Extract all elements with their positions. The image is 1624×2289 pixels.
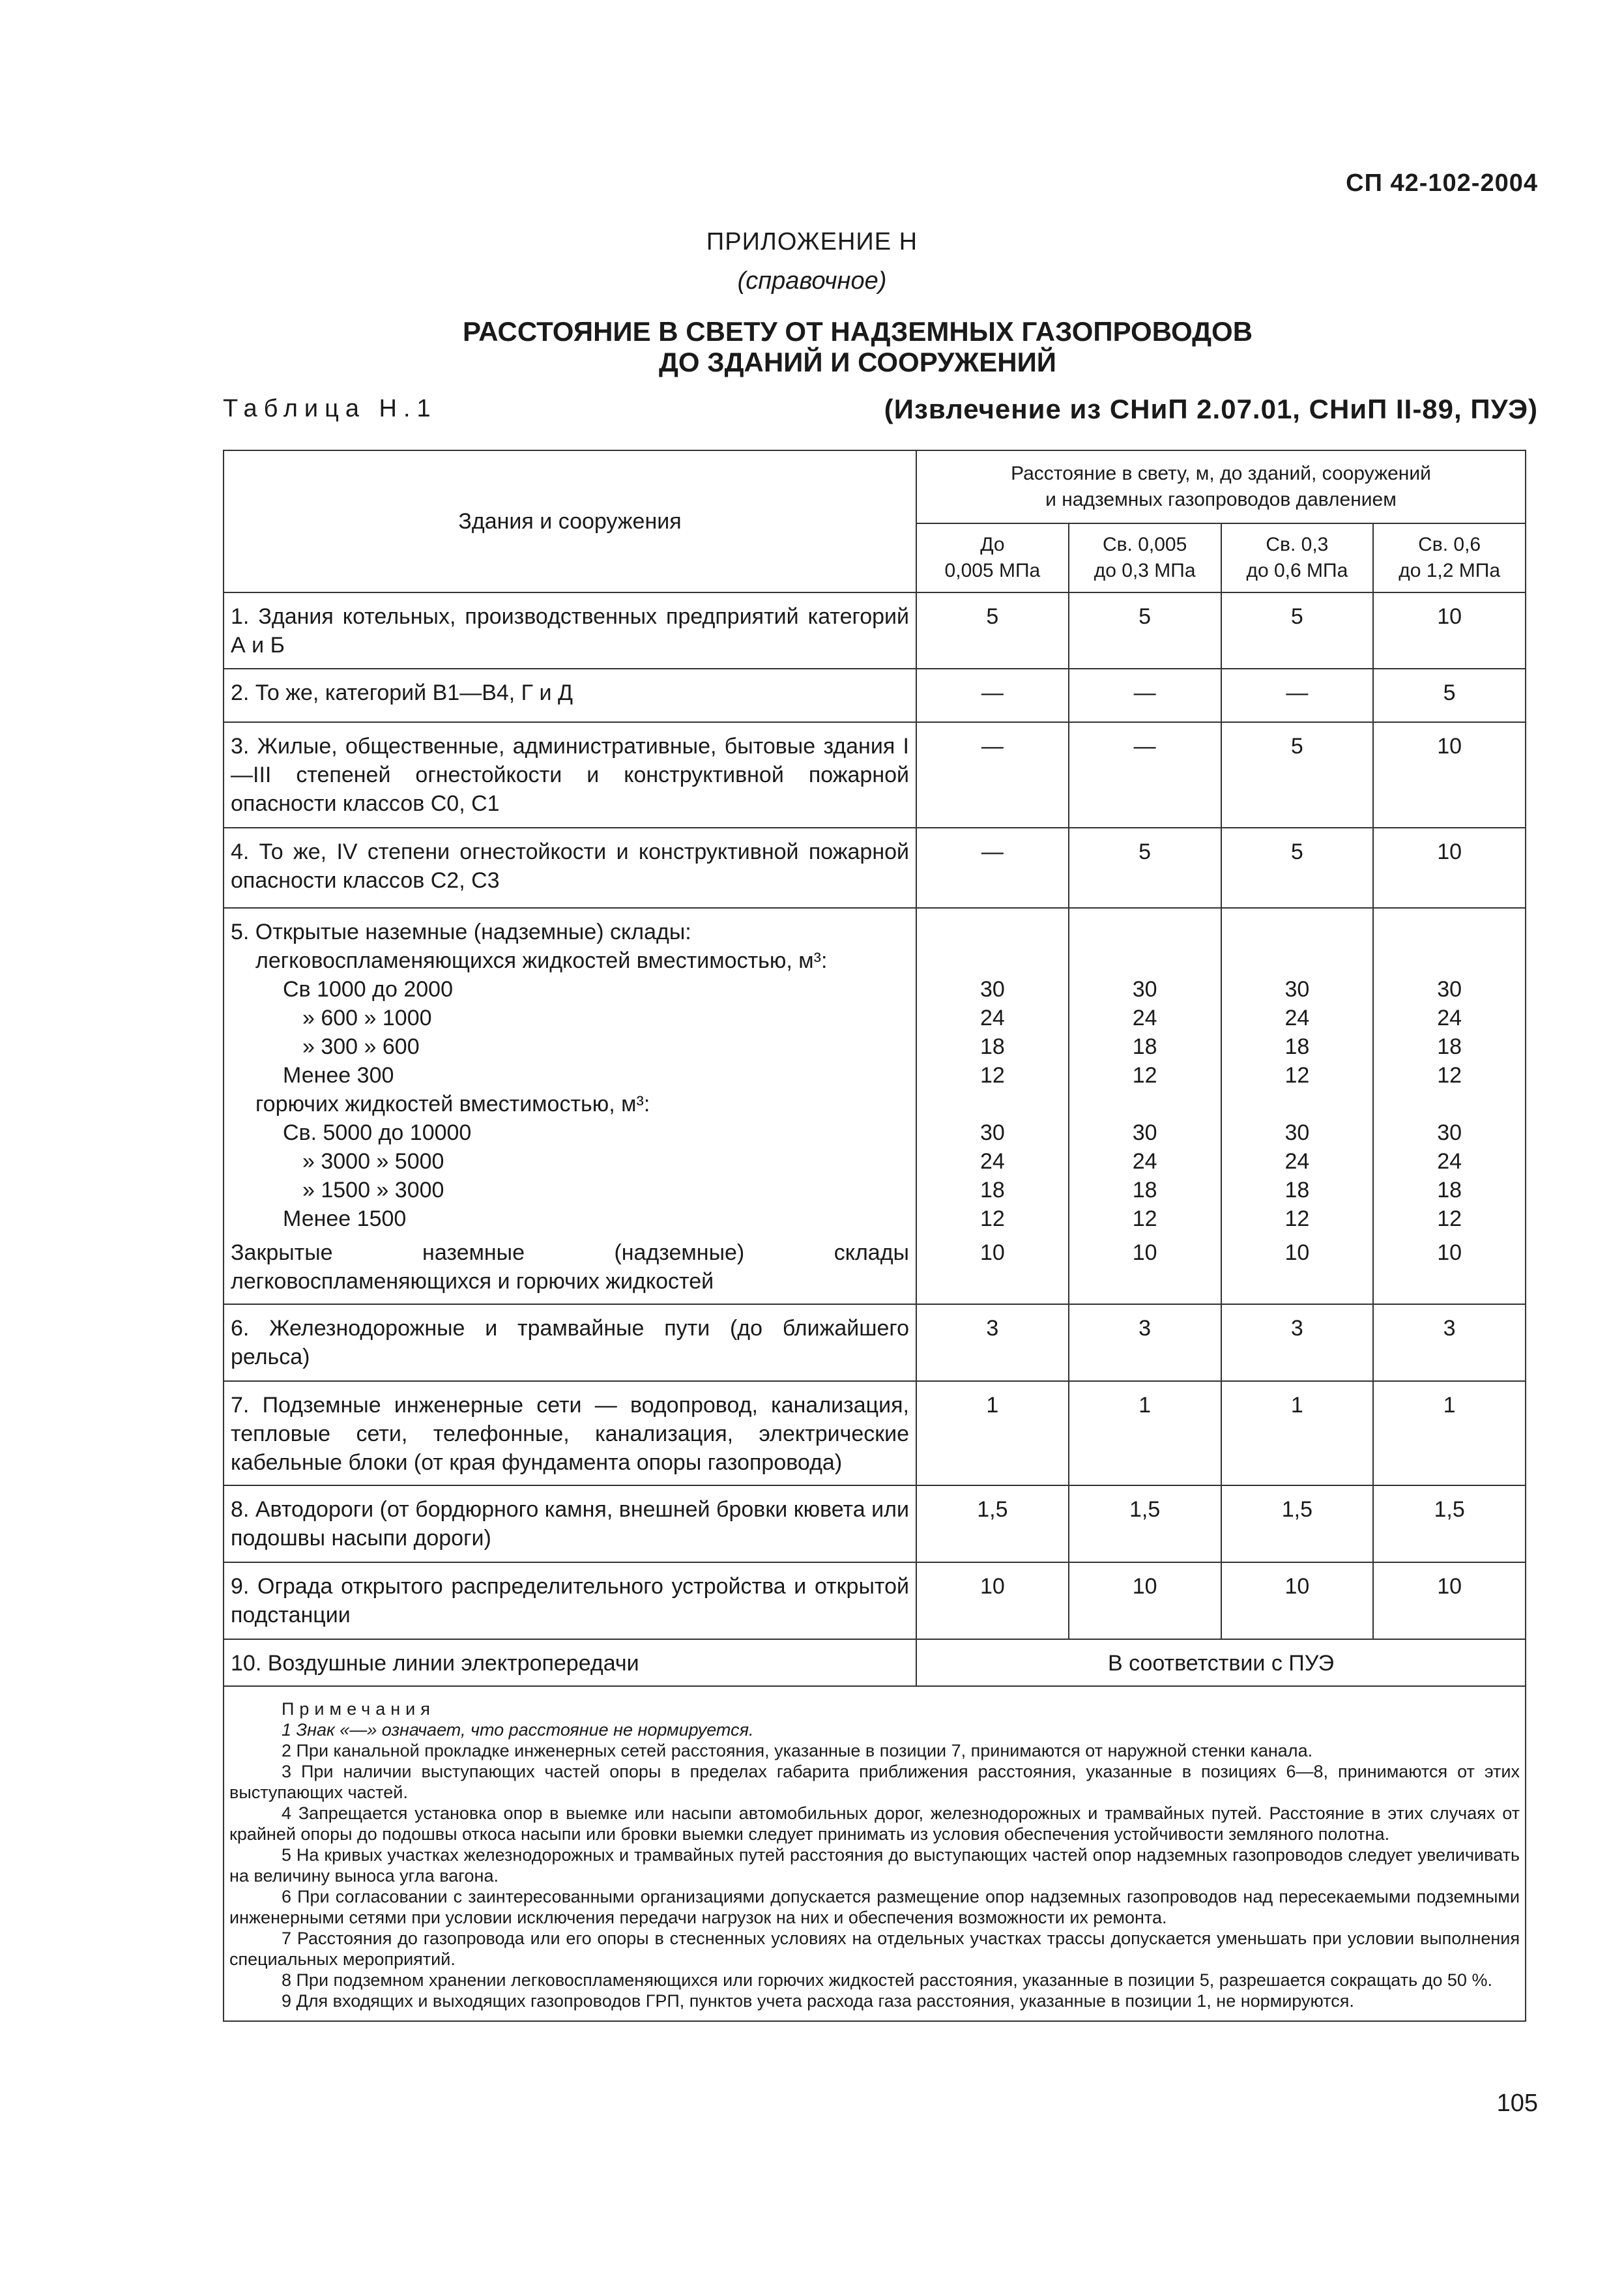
header-pressure-3-l2: до 0,6 МПа	[1246, 560, 1348, 581]
note-item: 5 На кривых участках железнодорожных и трамвайных путей расстояния до выступающих частей опор надземных газопроводов следует увеличивать на величину выноса угла вагона.	[229, 1845, 1520, 1886]
notes-block	[224, 1686, 1526, 2021]
cell-value: 24	[1132, 1149, 1157, 1174]
row5-flam-label: легковоспламеняющихся жидкостей вместимостью, м³:	[255, 948, 828, 973]
header-pressure-1	[916, 523, 1069, 592]
cell-value: 5	[1221, 828, 1374, 908]
cell-value: 24	[1284, 1006, 1310, 1030]
cell-value-spanned: В соответствии с ПУЭ	[916, 1639, 1526, 1686]
row5-flam-item: » 600 » 1000	[302, 1006, 432, 1030]
table-row	[224, 722, 1526, 828]
cell-value: 1,5	[1069, 1485, 1221, 1562]
notes-heading: Примечания	[282, 1699, 435, 1719]
appendix-heading: ПРИЛОЖЕНИЕ Н	[706, 228, 918, 255]
row5-values-col1	[916, 908, 1069, 1304]
cell-value: 10	[1373, 828, 1526, 908]
row-name: 7. Подземные инженерные сети — водопровод, канализация, тепловые сети, телефонные, канализация, электрические кабельные блоки (от края фундамента опоры газопровода)	[224, 1381, 916, 1485]
cell-value: —	[1069, 669, 1221, 722]
header-pressure-4-l1: Св. 0,6	[1418, 534, 1481, 555]
header-pressure-1-l1: До	[980, 534, 1005, 555]
cell-value: 18	[1132, 1178, 1157, 1203]
header-pressure-2-l2: до 0,3 МПа	[1094, 560, 1196, 581]
row5-line1: 5. Открытые наземные (надземные) склады:	[231, 920, 691, 944]
cell-value: —	[916, 722, 1069, 828]
cell-value: 18	[1132, 1034, 1157, 1059]
cell-value: 3	[1373, 1304, 1526, 1381]
cell-value: 18	[1284, 1178, 1310, 1203]
header-group-line2: и надземных газопроводов давлением	[1045, 489, 1397, 510]
cell-value: 12	[1284, 1063, 1310, 1088]
note-item: 2 При канальной прокладке инженерных сетей расстояния, указанные в позиции 7, принимаются от наружной стенки канала.	[282, 1741, 1313, 1760]
row5-comb-item: Менее 1500	[283, 1206, 407, 1231]
cell-value: 1	[916, 1381, 1069, 1485]
row-name: 1. Здания котельных, производственных предприятий категорий А и Б	[224, 592, 916, 669]
cell-value: 10	[1132, 1240, 1157, 1265]
note-item: 9 Для входящих и выходящих газопроводов ГРП, пунктов учета расхода газа расстояния, указанные в позиции 1, не нормируются.	[282, 1991, 1354, 2011]
cell-value: 18	[979, 1034, 1005, 1059]
row5-closed: Закрытые наземные (надземные) склады легковоспламеняющихся и горючих жидкостей	[231, 1240, 909, 1294]
distance-table	[223, 450, 1526, 2022]
cell-value: —	[916, 828, 1069, 908]
appendix-type: (справочное)	[737, 267, 887, 295]
cell-value: 1	[1069, 1381, 1221, 1485]
note-item: 6 При согласовании с заинтересованными организациями допускается размещение опор надземных газопроводов над пересекаемыми подземными инженерными сетями при условии исключения передачи нагрузок на них и обеспечения возможности их ремонта.	[229, 1887, 1520, 1927]
cell-value: —	[1069, 722, 1221, 828]
note-item: 7 Расстояния до газопровода или его опоры в стесненных условиях на отдельных участках трассы допускается уменьшать при условии выполнения специальных мероприятий.	[229, 1929, 1520, 1969]
header-distance-group	[916, 450, 1526, 523]
row5-flam-item: Св 1000 до 2000	[283, 977, 453, 1002]
extract-note: (Извлечение из СНиП 2.07.01, СНиП II-89, ПУЭ)	[884, 394, 1538, 424]
cell-value: 10	[1437, 1240, 1462, 1265]
page-title-line1: РАССТОЯНИЕ В СВЕТУ ОТ НАДЗЕМНЫХ ГАЗОПРОВОДОВ	[462, 316, 1253, 347]
cell-value: 1,5	[1221, 1485, 1374, 1562]
header-group-line1: Расстояние в свету, м, до зданий, сооружений	[1011, 463, 1431, 484]
row5-comb-item: Св. 5000 до 10000	[283, 1120, 472, 1145]
cell-value: 5	[916, 592, 1069, 669]
table-row	[224, 828, 1526, 908]
row-name: 8. Автодороги (от бордюрного камня, внешней бровки кювета или подошвы насыпи дороги)	[224, 1485, 916, 1562]
row-name: 10. Воздушные линии электропередачи	[224, 1639, 916, 1686]
row-name: 3. Жилые, общественные, административные, бытовые здания I—III степеней огнестойкости и конструктивной пожарной опасности классов С0, С1	[224, 722, 916, 828]
cell-value: 5	[1221, 592, 1374, 669]
cell-value: —	[916, 669, 1069, 722]
cell-value: 30	[979, 1120, 1005, 1145]
cell-value: 1	[1221, 1381, 1374, 1485]
cell-value: 30	[979, 977, 1005, 1002]
note-item: 8 При подземном хранении легковоспламеняющихся или горючих жидкостей расстояния, указанные в позиции 5, разрешается сокращать до 50 %.	[282, 1970, 1492, 1990]
row5-comb-item: » 3000 » 5000	[302, 1149, 444, 1174]
row5-values-col2	[1069, 908, 1221, 1304]
table-row	[224, 669, 1526, 722]
cell-value: 3	[1221, 1304, 1374, 1381]
page-title-line2: ДО ЗДАНИЙ И СООРУЖЕНИЙ	[659, 347, 1056, 377]
cell-value: 24	[979, 1006, 1005, 1030]
cell-value: 30	[1132, 977, 1157, 1002]
cell-value: 30	[1284, 1120, 1310, 1145]
cell-value: 12	[1437, 1063, 1462, 1088]
cell-value: 18	[1437, 1034, 1462, 1059]
row5-comb-item: » 1500 » 3000	[302, 1178, 444, 1203]
table-row-5	[224, 908, 1526, 1304]
cell-value: 30	[1437, 1120, 1462, 1145]
cell-value: 5	[1069, 592, 1221, 669]
cell-value: 18	[1284, 1034, 1310, 1059]
row5-values-col3	[1221, 908, 1374, 1304]
cell-value: 24	[979, 1149, 1005, 1174]
cell-value: 12	[1132, 1206, 1157, 1231]
cell-value: 10	[1069, 1562, 1221, 1639]
header-pressure-4	[1373, 523, 1526, 592]
cell-value: 10	[1373, 722, 1526, 828]
document-code: СП 42-102-2004	[1346, 169, 1538, 197]
row-name: 4. То же, IV степени огнестойкости и конструктивной пожарной опасности классов С2, С3	[224, 828, 916, 908]
header-pressure-1-l2: 0,005 МПа	[944, 560, 1041, 581]
row-name: 6. Железнодорожные и трамвайные пути (до ближайшего рельса)	[224, 1304, 916, 1381]
table-row	[224, 1639, 1526, 1686]
cell-value: 18	[1437, 1178, 1462, 1203]
header-pressure-3	[1221, 523, 1374, 592]
table-row	[224, 1304, 1526, 1381]
note-item: 1 Знак «—» означает, что расстояние не нормируется.	[282, 1720, 754, 1740]
cell-value: 10	[1284, 1240, 1310, 1265]
cell-value: 12	[979, 1206, 1005, 1231]
table-label: Таблица Н.1	[223, 395, 437, 422]
cell-value: 12	[979, 1063, 1005, 1088]
cell-value: 12	[1284, 1206, 1310, 1231]
cell-value: 5	[1373, 669, 1526, 722]
row-name-5	[224, 908, 916, 1304]
cell-value: —	[1221, 669, 1374, 722]
note-item: 3 При наличии выступающих частей опоры в пределах габарита приближения расстояния, указанные в позициях 6—8, принимаются от этих выступающих частей.	[229, 1762, 1520, 1802]
notes-row	[224, 1686, 1526, 2021]
row5-values-col4	[1373, 908, 1526, 1304]
cell-value: 10	[1373, 592, 1526, 669]
cell-value: 10	[916, 1562, 1069, 1639]
header-pressure-3-l1: Св. 0,3	[1266, 534, 1329, 555]
header-pressure-2	[1069, 523, 1221, 592]
cell-value: 5	[1221, 722, 1374, 828]
cell-value: 1	[1373, 1381, 1526, 1485]
row5-flam-item: » 300 » 600	[302, 1034, 420, 1059]
page-number: 105	[1496, 2090, 1538, 2117]
table-row	[224, 1381, 1526, 1485]
header-buildings: Здания и сооружения	[224, 450, 916, 592]
row5-comb-label: горючих жидкостей вместимостью, м³:	[255, 1092, 650, 1116]
cell-value: 12	[1132, 1063, 1157, 1088]
cell-value: 24	[1284, 1149, 1310, 1174]
table-row	[224, 1562, 1526, 1639]
cell-value: 30	[1284, 977, 1310, 1002]
cell-value: 30	[1437, 977, 1462, 1002]
cell-value: 24	[1437, 1149, 1462, 1174]
header-pressure-4-l2: до 1,2 МПа	[1399, 560, 1501, 581]
cell-value: 1,5	[1373, 1485, 1526, 1562]
cell-value: 10	[1373, 1562, 1526, 1639]
cell-value: 18	[979, 1178, 1005, 1203]
cell-value: 5	[1069, 828, 1221, 908]
cell-value: 24	[1437, 1006, 1462, 1030]
row-name: 9. Ограда открытого распределительного устройства и открытой подстанции	[224, 1562, 916, 1639]
row5-flam-item: Менее 300	[283, 1063, 394, 1088]
cell-value: 12	[1437, 1206, 1462, 1231]
cell-value: 30	[1132, 1120, 1157, 1145]
cell-value: 10	[1221, 1562, 1374, 1639]
table-row	[224, 1485, 1526, 1562]
table-row	[224, 592, 1526, 669]
cell-value: 10	[979, 1240, 1005, 1265]
cell-value: 3	[916, 1304, 1069, 1381]
header-pressure-2-l1: Св. 0,005	[1102, 534, 1187, 555]
cell-value: 3	[1069, 1304, 1221, 1381]
row-name: 2. То же, категорий В1—В4, Г и Д	[224, 669, 916, 722]
cell-value: 24	[1132, 1006, 1157, 1030]
note-item: 4 Запрещается установка опор в выемке или насыпи автомобильных дорог, железнодорожных и трамвайных путей. Расстояние в этих случаях от крайней опоры до подошвы откоса насыпи или бровки выемки следует принимать из условия обеспечения устойчивости земляного полотна.	[229, 1803, 1520, 1844]
cell-value: 1,5	[916, 1485, 1069, 1562]
